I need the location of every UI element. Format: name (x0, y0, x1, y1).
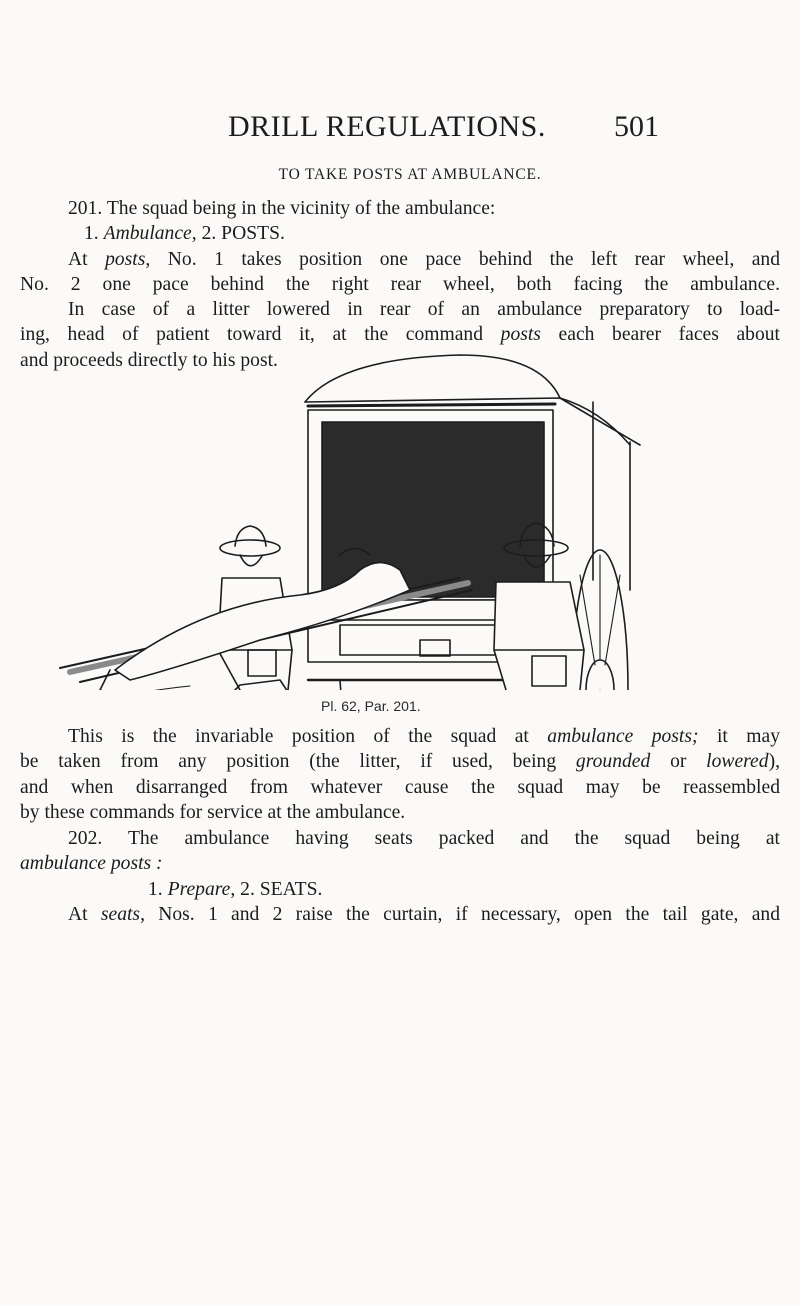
paragraph-after-figure (20, 724, 780, 825)
emphasis-ambulance-posts: ambulance posts; (547, 726, 699, 747)
wagon-dark-interior (322, 422, 544, 597)
text-run: or (650, 751, 707, 773)
text-run: This is the invariable position of the squad at (68, 726, 548, 747)
litter-line-3: and proceeds directly to his post. (20, 349, 278, 371)
after-line-2 (20, 749, 780, 774)
text-run: ), (768, 751, 780, 773)
after-line-1 (20, 724, 780, 749)
text-run: At (68, 903, 101, 925)
command-posts: POSTS. (221, 223, 285, 245)
left-rear-wheel (340, 680, 370, 690)
bearer-1-hat-brim (220, 540, 280, 556)
running-head (0, 110, 800, 150)
command-line-201 (20, 221, 780, 246)
para-202-line-2 (20, 851, 780, 876)
text-run: ing, head of patient toward it, at the command (20, 324, 501, 346)
text-run: , Nos. 1 and 2 raise the curtain, if necessary, open the tail gate, and (140, 903, 780, 925)
paragraph-202 (20, 826, 780, 927)
wheel-hub (586, 660, 614, 690)
wagon-canopy-top (305, 355, 560, 402)
para-202-last-line (20, 902, 780, 927)
patient-feet (100, 670, 115, 690)
ground-shadow (100, 686, 190, 690)
after-line-4: by these commands for service at the ambulance. (20, 801, 406, 823)
text-run: each bearer faces about (540, 324, 780, 346)
para-201-intro: 201. The squad being in the vicinity of the ambulance: (68, 198, 496, 219)
text-run: it may (698, 726, 780, 747)
wheel-spokes (580, 555, 620, 690)
posts-line-1 (20, 247, 780, 272)
bearer-1-hat-crown (235, 526, 266, 546)
emphasis-posts: posts (105, 248, 146, 270)
paragraph-201 (20, 196, 780, 373)
litter-line-1: In case of a litter lowered in rear of an ambulance preparatory to load- (68, 299, 780, 321)
command-prepare: Prepare (167, 878, 231, 900)
emphasis-lowered: lowered (706, 751, 769, 773)
command-line-202 (20, 877, 780, 902)
wagon-roll-curtain (308, 404, 555, 406)
command-separator: , 2. (191, 223, 217, 245)
command-ambulance: Ambulance (103, 223, 192, 245)
command-number: 1. (148, 878, 163, 900)
running-head-title: DRILL REGULATIONS. (228, 110, 546, 143)
figure-caption: Pl. 62, Par. 201. (321, 698, 421, 714)
emphasis-seats: seats (100, 903, 141, 925)
emphasis-posts: posts (500, 324, 541, 346)
after-line-3: and when disarranged from whatever cause the squad may be reassembled (20, 776, 780, 798)
text-run: , No. 1 takes position one pace behind the left rear wheel, and (145, 248, 780, 270)
emphasis-grounded: grounded (575, 751, 651, 773)
command-number: 1. (84, 223, 99, 245)
posts-line-2: No. 2 one pace behind the right rear wheel, both facing the ambulance. (20, 273, 780, 295)
litter-line-2 (20, 322, 780, 347)
section-title: TO TAKE POSTS AT AMBULANCE. (278, 166, 542, 183)
text-run: At (68, 248, 106, 270)
bearer-2-body (494, 582, 584, 690)
command-separator: , 2. (230, 878, 255, 900)
command-seats: SEATS. (259, 878, 323, 900)
page-number: 501 (614, 110, 659, 143)
text-run: be taken from any position (the litter, if used, being (20, 751, 576, 773)
emphasis-ambulance-posts: ambulance posts : (20, 853, 163, 875)
para-202-line-1: 202. The ambulance having seats packed and the squad being at (68, 828, 780, 849)
ambulance-illustration (40, 350, 700, 690)
